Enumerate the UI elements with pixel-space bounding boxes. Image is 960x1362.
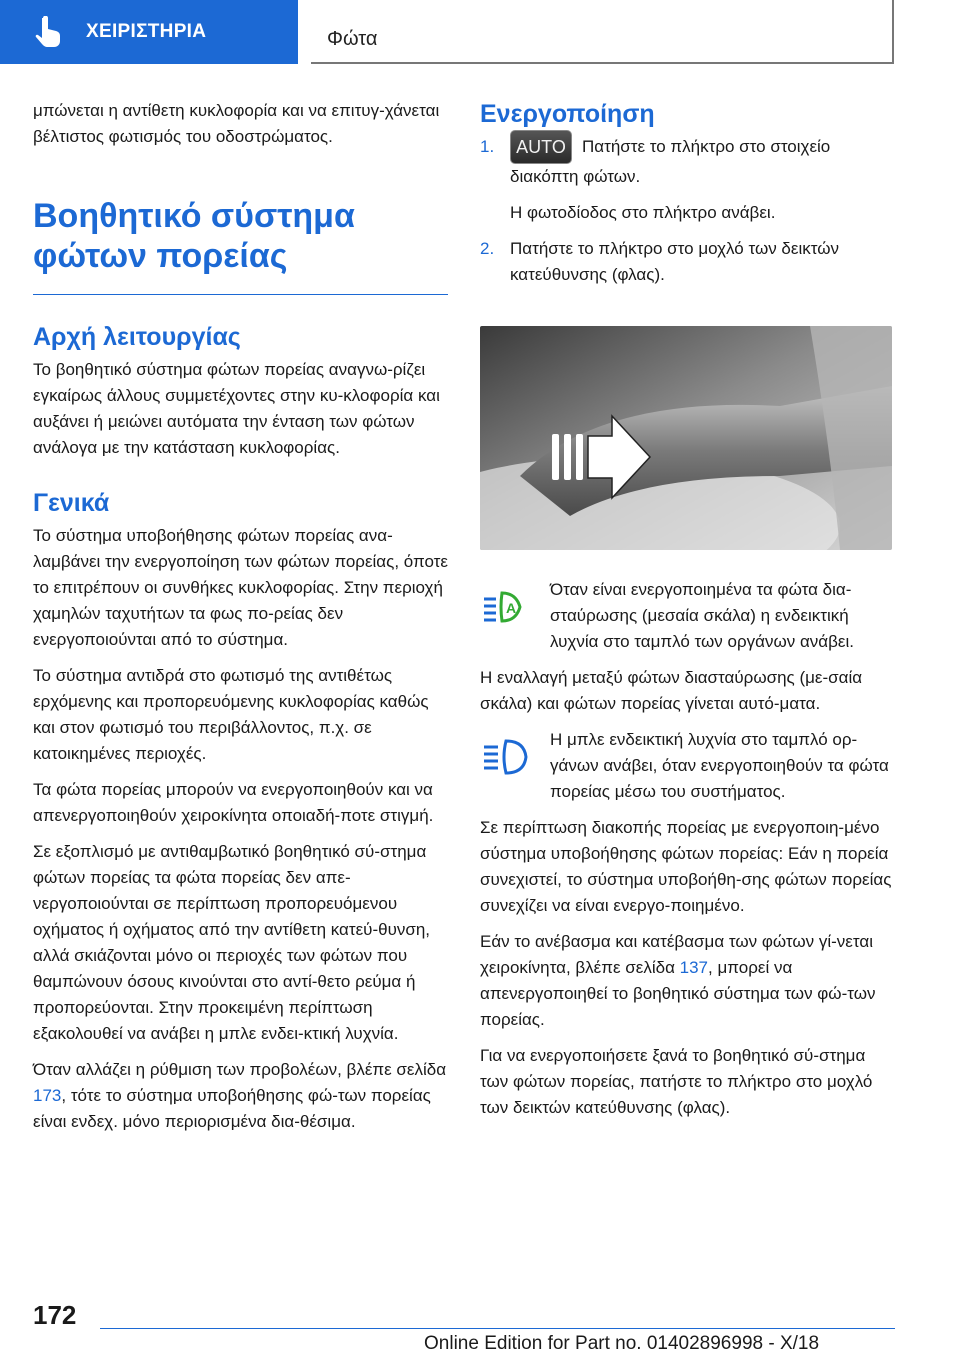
note-high-beam-text: Η μπλε ενδεικτική λυχνία στο ταμπλό ορ-γάνων ανάβει, όταν ενεργοποιηθούν τα φώτα πορείας μέσω του συστήματος.	[550, 730, 889, 801]
text-segment: , μπορεί να απενεργοποιηθεί το βοηθητικό σύστημα των φώ-των πορείας.	[480, 958, 876, 1029]
text-segment: , τότε το σύστημα υποβοήθησης φώ-των πορείας είναι ενδεχ. μόνο περιορισμένα δια-θέσιμα.	[33, 1086, 431, 1131]
intro-paragraph: μπώνεται η αντίθετη κυκλοφορία και να επιτυγ-χάνεται βέλτιστος φωτισμός του οδοστρώματος.	[33, 101, 440, 146]
heading-general: Γενικά	[33, 489, 110, 517]
heading-activation: Ενεργοποίηση	[480, 100, 655, 128]
edition-footer: Online Edition for Part no. 01402896998 - X/18	[424, 1333, 820, 1354]
general-paragraph-4: Σε εξοπλισμό με αντιθαμβωτικό βοηθητικό σύ-στημα φώτων πορείας τα φώτα πορείας δεν απε-νεργοποιούνται σε περίπτωση προπορευόμενου οχήματος ή οχήματος από την αντίθετη κατεύ-θυνση, αλλά σκιάζονται μόνο οι περιοχές των φώτων που θαμπώνουν όσους κινούνται στο αντί-θετο ρεύμα ή προπορεύονται. Στην προκειμένη περίπτωση εξακολουθεί να ανάβει η μπλε ενδει-κτική λυχνία.	[33, 842, 431, 1043]
step-number: 1.	[480, 137, 495, 156]
general-paragraph-5	[33, 1057, 448, 1135]
step-2	[480, 236, 892, 288]
manual-title: ΧΕΙΡΙΣΤΗΡΙΑ	[86, 21, 207, 42]
auto-low-beam-indicator-icon	[480, 587, 530, 627]
page-number: 172	[33, 1300, 77, 1330]
note-low-beam-text: Όταν είναι ενεργοποιημένα τα φώτα δια-σταύρωσης (μεσαία σκάλα) η ενδεικτική λυχνία στο ταμπλό των οργάνων ανάβει.	[550, 580, 854, 651]
title-divider	[33, 294, 448, 295]
page-link-173[interactable]: 173	[33, 1086, 62, 1105]
footer-divider	[100, 1328, 895, 1329]
turn-signal-lever-photo	[480, 326, 892, 550]
text-segment: Εάν το ανέβασμα και κατέβασμα των φώτων γί-νεται χειροκίνητα, βλέπε σελίδα	[480, 932, 873, 977]
general-paragraph-3: Τα φώτα πορείας μπορούν να ενεργοποιηθούν και να απενεργοποιηθούν χειροκίνητα οποιαδή-ποτε στιγμή.	[33, 780, 434, 825]
note-high-beam	[480, 727, 892, 805]
step-result-text: Η φωτοδίοδος στο πλήκτρο ανάβει.	[510, 203, 776, 222]
note-low-beam	[480, 577, 892, 655]
pointing-hand-icon	[34, 16, 64, 48]
step-1-result	[480, 200, 892, 226]
interrupt-paragraph: Σε περίπτωση διακοπής πορείας με ενεργοποιη-μένο σύστημα υποβοήθησης φώτων πορείας: Εάν η πορεία συνεχιστεί, το σύστημα υποβοήθη-σης φώτων πορείας συνεχίζει να είναι ενεργο-ποιημένο.	[480, 818, 892, 915]
heading-principle: Αρχή λειτουργίας	[33, 323, 241, 351]
reactivate-paragraph: Για να ενεργοποιήσετε ξανά το βοηθητικό σύ-στημα των φώτων πορείας, πατήστε το πλήκτρο στο μοχλό των δεικτών κατεύθυνσης (φλας).	[480, 1046, 873, 1117]
section-title: Φώτα	[327, 28, 378, 50]
page-title: Βοηθητικό σύστημα φώτων πορείας	[33, 197, 355, 275]
step-text: Πατήστε το πλήκτρο στο μοχλό των δεικτών κατεύθυνσης (φλας).	[510, 239, 840, 284]
page-link-137[interactable]: 137	[679, 958, 709, 977]
step-1	[480, 134, 892, 190]
step-number: 2.	[480, 239, 495, 258]
high-beam-indicator-icon	[480, 737, 530, 777]
right-column	[480, 98, 892, 1131]
manual-header-tab	[0, 0, 298, 64]
general-paragraph-2: Το σύστημα αντιδρά στο φωτισμό της αντιθέτως ερχόμενης και προπορευόμενης κυκλοφορίας καθώς και στον φωτισμό του περιβάλλοντος, π.χ. σε κατοικημένες περιοχές.	[33, 666, 429, 763]
general-paragraph-1: Το σύστημα υποβοήθησης φώτων πορείας ανα-λαμβάνει την ενεργοποίηση των φώτων πορείας, όποτε το επιτρέπουν οι συνθήκες κυκλοφορίας. Στην περιοχή χαμηλών ταχυτήτων τα φως πο-ρείας δεν ενεργοποιούνται από το σύστημα.	[33, 526, 448, 649]
left-column	[33, 98, 448, 1145]
section-header	[311, 0, 894, 64]
switch-paragraph: Η εναλλαγή μεταξύ φώτων διασταύρωσης (με-σαία σκάλα) και φώτων πορείας γίνεται αυτό-ματα.	[480, 668, 863, 713]
svg-text:A: A	[506, 600, 517, 616]
step-text: Πατήστε το πλήκτρο στο στοιχείο διακόπτη φώτων.	[510, 137, 831, 186]
text-segment: Όταν αλλάζει η ρύθμιση των προβολέων, βλέπε σελίδα	[33, 1060, 447, 1079]
auto-button-icon: AUTO	[510, 130, 572, 164]
manual-paragraph	[480, 929, 892, 1033]
principle-paragraph: Το βοηθητικό σύστημα φώτων πορείας αναγνω-ρίζει εγκαίρως άλλους συμμετέχοντες στην κυ-κλοφορία και αυξάνει ή μειώνει αυτόματα την ένταση των φώτων ανάλογα με την κατάσταση κυκλοφορίας.	[33, 360, 440, 457]
